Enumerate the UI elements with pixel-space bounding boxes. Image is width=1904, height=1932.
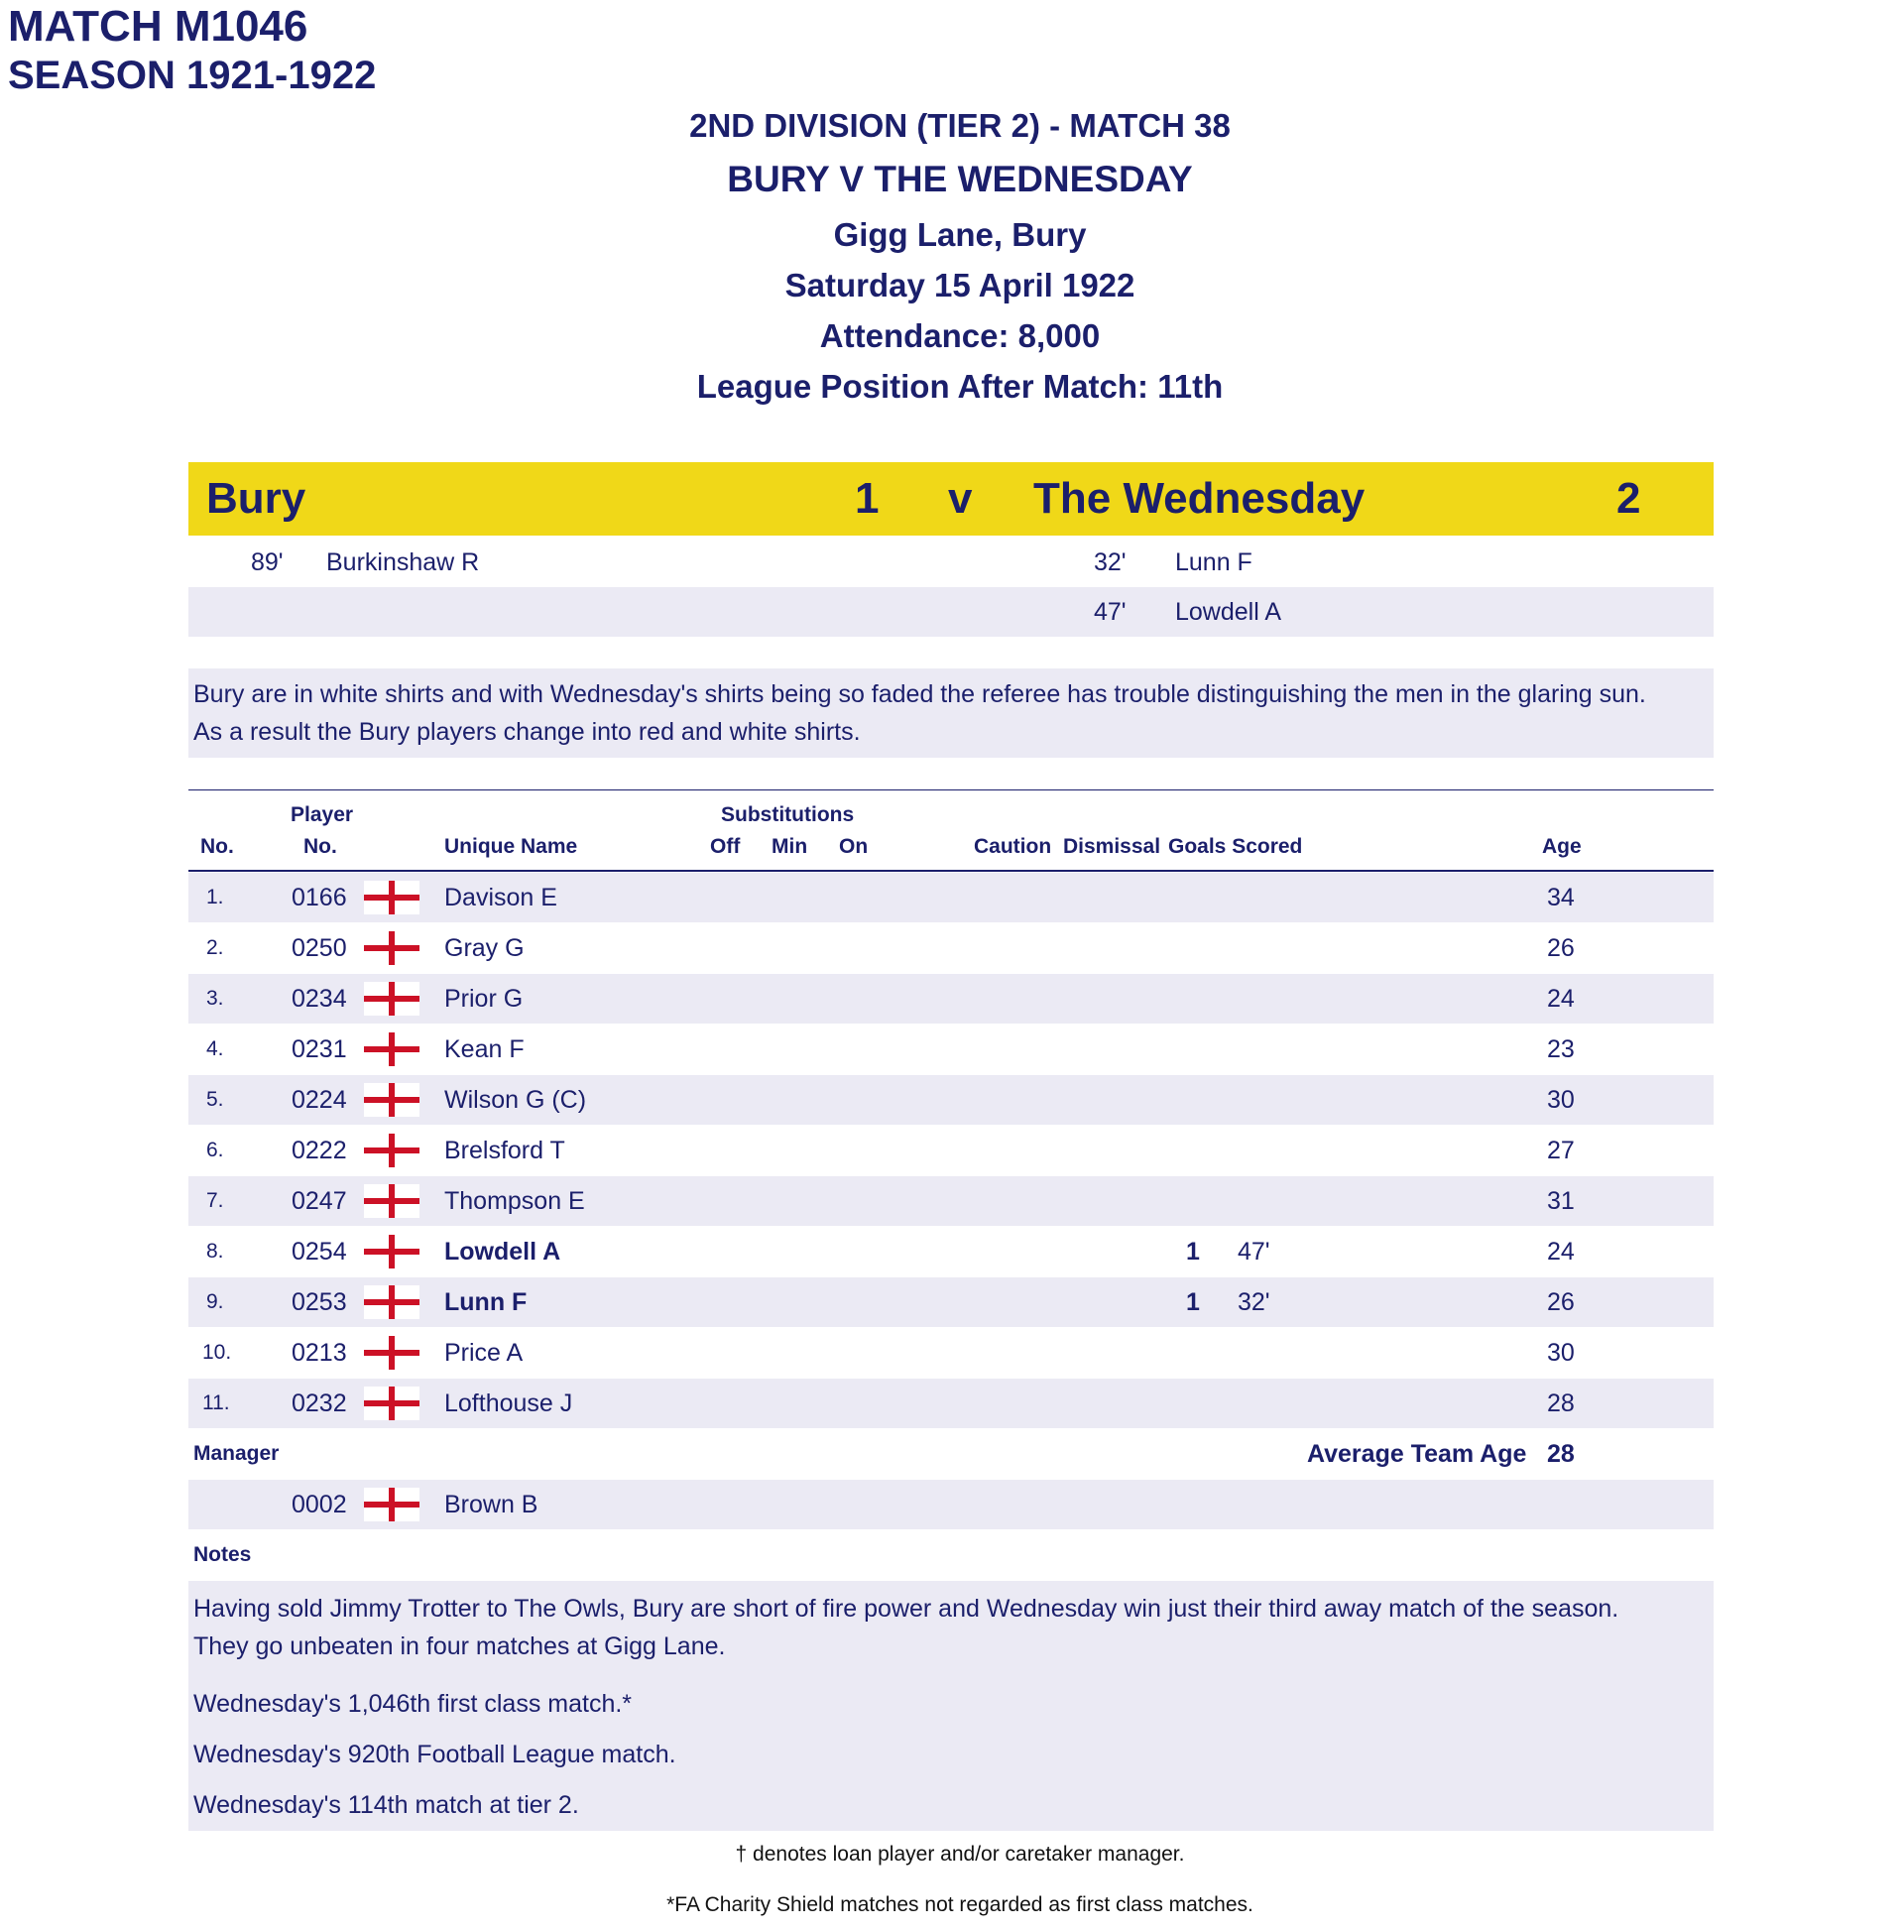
scorer-row [188,587,1714,637]
header-on: On [839,835,869,858]
manager-label: Manager [193,1442,280,1465]
note-line: Having sold Jimmy Trotter to The Owls, Bury are short of fire power and Wednesday win just their third away match of the season. [193,1595,1619,1623]
header-age: Age [1542,835,1582,858]
match-date: Saturday 15 April 1922 [784,267,1135,303]
header-goals-scored: Goals Scored [1168,835,1303,858]
manager-number: 0002 [292,1491,347,1518]
row-number: 5. [206,1088,224,1111]
manager-row [188,1480,1714,1529]
league-position: League Position After Match: 11th [696,368,1224,405]
player-name: Lofthouse J [444,1389,573,1417]
table-row [188,1025,1714,1074]
player-age: 30 [1547,1086,1575,1114]
season-title: SEASON 1921-1922 [8,54,377,97]
england-flag-icon [364,1336,419,1370]
away-scorer: Lowdell A [1175,598,1282,626]
player-name: Gray G [444,934,525,962]
england-flag-icon [364,1488,419,1521]
england-flag-icon [364,982,419,1016]
note-line: Wednesday's 114th match at tier 2. [193,1791,579,1819]
player-age: 26 [1547,934,1575,962]
player-age: 31 [1547,1187,1575,1215]
row-number: 7. [206,1189,224,1212]
table-row [188,1379,1714,1428]
table-row [188,1075,1714,1125]
row-number: 8. [206,1240,224,1263]
table-row [188,1277,1714,1327]
table-row [188,873,1714,922]
row-number: 4. [206,1037,224,1060]
footnote-loan: † denotes loan player and/or caretaker manager. [735,1843,1185,1866]
description-line: As a result the Bury players change into red and white shirts. [193,718,861,746]
row-number: 10. [202,1341,232,1364]
player-number: 0253 [292,1288,347,1316]
england-flag-icon [364,1083,419,1117]
header-player: Player [291,803,354,826]
notes-header-row [188,1530,1714,1580]
home-scorer: Burkinshaw R [326,548,480,576]
notes-box [188,1581,1714,1831]
player-name: Kean F [444,1035,525,1063]
player-number: 0250 [292,934,347,962]
match-code: MATCH M1046 [8,2,308,51]
england-flag-icon [364,1134,419,1167]
player-number: 0231 [292,1035,347,1063]
manager-header-row [188,1429,1714,1479]
average-age-label: Average Team Age [1307,1440,1527,1468]
england-flag-icon [364,1235,419,1268]
venue: Gigg Lane, Bury [833,216,1087,253]
header-player-no: No. [303,835,337,858]
player-name: Thompson E [444,1187,585,1215]
player-name: Brelsford T [444,1137,565,1164]
away-score: 2 [1616,474,1641,523]
player-name: Davison E [444,884,557,911]
table-row [188,1126,1714,1175]
home-score: 1 [855,474,880,523]
table-row [188,923,1714,973]
player-age: 27 [1547,1137,1575,1164]
scorer-row [188,538,1714,587]
note-line: They go unbeaten in four matches at Gigg Lane. [193,1632,726,1660]
player-name: Lowdell A [444,1238,561,1266]
player-number: 0166 [292,884,347,911]
player-age: 26 [1547,1288,1575,1316]
player-age: 34 [1547,884,1575,911]
header-dismissal: Dismissal [1063,835,1161,858]
england-flag-icon [364,931,419,965]
home-team: Bury [206,474,306,523]
average-age-value: 28 [1547,1440,1575,1468]
player-name: Wilson G (C) [444,1086,587,1114]
player-age: 30 [1547,1339,1575,1367]
row-number: 3. [206,987,224,1010]
header-unique-name: Unique Name [444,835,578,858]
england-flag-icon [364,881,419,914]
player-number: 0234 [292,985,347,1013]
england-flag-icon [364,1032,419,1066]
away-goal-minute: 32' [1094,548,1127,576]
note-line: Wednesday's 1,046th first class match.* [193,1690,633,1718]
description-line: Bury are in white shirts and with Wednesday's shirts being so faded the referee has trouble distinguishing the men in the glaring sun. [193,680,1646,708]
england-flag-icon [364,1184,419,1218]
player-age: 24 [1547,1238,1575,1266]
versus-label: v [948,474,973,523]
score-bar [188,462,1714,536]
player-number: 0224 [292,1086,347,1114]
player-name: Prior G [444,985,524,1013]
header-no: No. [200,835,234,858]
goals-count: 1 [1186,1238,1200,1266]
goals-count: 1 [1186,1288,1200,1316]
row-number: 2. [206,936,224,959]
player-number: 0254 [292,1238,347,1266]
goal-minute: 47' [1238,1238,1270,1266]
row-number: 9. [206,1290,224,1313]
player-number: 0232 [292,1389,347,1417]
table-header [188,799,1714,869]
attendance: Attendance: 8,000 [819,317,1101,354]
table-row [188,974,1714,1024]
player-number: 0247 [292,1187,347,1215]
fixture-title: BURY V THE WEDNESDAY [727,159,1193,199]
away-goal-minute: 47' [1094,598,1127,626]
footnote-charity-shield: *FA Charity Shield matches not regarded as first class matches. [666,1893,1253,1916]
row-number: 6. [206,1139,224,1161]
table-row [188,1328,1714,1378]
player-name: Price A [444,1339,524,1367]
table-top-divider [188,789,1714,790]
manager-name: Brown B [444,1491,538,1518]
away-scorer: Lunn F [1175,548,1252,576]
match-description [188,668,1714,758]
competition-title: 2ND DIVISION (TIER 2) - MATCH 38 [689,107,1231,144]
row-number: 11. [202,1391,230,1414]
table-header-divider [188,870,1714,872]
header-off: Off [710,835,741,858]
player-age: 24 [1547,985,1575,1013]
goal-minute: 32' [1238,1288,1270,1316]
england-flag-icon [364,1285,419,1319]
header-caution: Caution [974,835,1052,858]
away-team: The Wednesday [1033,474,1366,523]
table-row [188,1176,1714,1226]
player-age: 23 [1547,1035,1575,1063]
table-row [188,1227,1714,1276]
home-goal-minute: 89' [251,548,284,576]
england-flag-icon [364,1387,419,1420]
note-line: Wednesday's 920th Football League match. [193,1741,676,1768]
header-min: Min [772,835,808,858]
notes-label: Notes [193,1543,252,1566]
player-number: 0213 [292,1339,347,1367]
row-number: 1. [206,886,224,908]
player-number: 0222 [292,1137,347,1164]
player-name: Lunn F [444,1288,528,1316]
header-substitutions: Substitutions [721,803,855,826]
player-age: 28 [1547,1389,1575,1417]
